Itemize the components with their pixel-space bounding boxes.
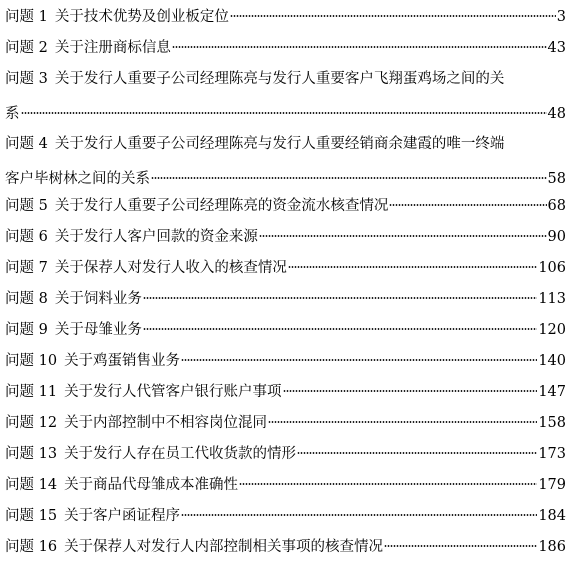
toc-entry-number: 问题 3 <box>5 71 48 87</box>
dot-leader <box>151 176 547 180</box>
toc-entry-page: 90 <box>547 229 566 245</box>
toc-entry-4[interactable] <box>5 134 566 189</box>
toc-entry-page: 186 <box>538 539 566 555</box>
toc-entry-number: 问题 16 <box>5 539 58 555</box>
toc-entry-16[interactable] <box>5 537 566 557</box>
toc-entry-title: 关于发行人重要子公司经理陈亮与发行人重要客户飞翔蛋鸡场之间的关 <box>54 71 505 87</box>
toc-entry-number: 问题 12 <box>5 415 58 431</box>
toc-entry-7[interactable] <box>5 258 566 278</box>
toc-entry-number: 问题 4 <box>5 136 48 152</box>
toc-entry-title: 关于注册商标信息 <box>54 40 171 56</box>
toc-entry-number: 问题 11 <box>5 384 58 400</box>
toc-entry-9[interactable] <box>5 320 566 340</box>
dot-leader <box>288 265 537 269</box>
dot-leader <box>384 544 537 548</box>
dot-leader <box>172 45 547 49</box>
dot-leader <box>297 451 537 455</box>
toc-entry-page: 3 <box>556 9 566 25</box>
toc-entry-page: 140 <box>538 353 566 369</box>
toc-entry-number: 问题 10 <box>5 353 58 369</box>
toc-entry-page: 120 <box>538 322 566 338</box>
toc-entry-8[interactable] <box>5 289 566 309</box>
toc-entry-15[interactable] <box>5 506 566 526</box>
toc-entry-page: 106 <box>538 260 566 276</box>
toc-entry-page: 43 <box>547 40 566 56</box>
toc-entry-page: 68 <box>547 198 566 214</box>
toc-entry-title: 关于饲料业务 <box>54 291 142 307</box>
toc-entry-title: 关于发行人代管客户银行账户事项 <box>64 384 282 400</box>
toc-entry-14[interactable] <box>5 475 566 495</box>
dot-leader <box>239 482 537 486</box>
toc-entry-title: 关于发行人重要子公司经理陈亮的资金流水核查情况 <box>54 198 389 214</box>
toc-entry-5[interactable] <box>5 196 566 216</box>
toc-entry-page: 158 <box>538 415 566 431</box>
toc-entry-title: 关于发行人客户回款的资金来源 <box>54 229 258 245</box>
toc-entry-2[interactable] <box>5 38 566 58</box>
toc-entry-number: 问题 13 <box>5 446 58 462</box>
toc-entry-1[interactable] <box>5 7 566 27</box>
toc-entry-page: 147 <box>538 384 566 400</box>
toc-entry-title: 关于鸡蛋销售业务 <box>64 353 181 369</box>
dot-leader <box>143 327 537 331</box>
toc-entry-number: 问题 7 <box>5 260 48 276</box>
dot-leader <box>389 203 546 207</box>
toc-entry-number: 问题 1 <box>5 9 48 25</box>
toc-entry-title: 关于发行人重要子公司经理陈亮与发行人重要经销商余建霞的唯一终端 <box>54 136 505 152</box>
dot-leader <box>143 296 537 300</box>
toc-entry-number: 问题 8 <box>5 291 48 307</box>
toc-entry-title: 关于内部控制中不相容岗位混同 <box>64 415 268 431</box>
toc-entry-number: 问题 2 <box>5 40 48 56</box>
toc-entry-6[interactable] <box>5 227 566 247</box>
dot-leader <box>21 111 547 115</box>
toc-entry-3[interactable] <box>5 69 566 124</box>
toc-entry-title: 关于商品代母雏成本准确性 <box>64 477 239 493</box>
toc-entry-11[interactable] <box>5 382 566 402</box>
dot-leader <box>230 14 556 18</box>
toc-entry-page: 179 <box>538 477 566 493</box>
dot-leader <box>181 513 537 517</box>
dot-leader <box>268 420 537 424</box>
toc-entry-page: 113 <box>538 291 566 307</box>
toc-entry-number: 问题 5 <box>5 198 48 214</box>
toc-entry-page: 173 <box>538 446 566 462</box>
toc-entry-number: 问题 14 <box>5 477 58 493</box>
toc-entry-title: 关于技术优势及创业板定位 <box>54 9 229 25</box>
toc-entry-10[interactable] <box>5 351 566 371</box>
toc-entry-13[interactable] <box>5 444 566 464</box>
toc-entry-title: 关于发行人存在员工代收货款的情形 <box>64 446 297 462</box>
toc-entry-12[interactable] <box>5 413 566 433</box>
toc-entry-page: 48 <box>547 106 566 122</box>
dot-leader <box>283 389 538 393</box>
toc-entry-title: 关于保荐人对发行人收入的核查情况 <box>54 260 287 276</box>
toc-entry-number: 问题 15 <box>5 508 58 524</box>
toc-entry-title: 关于母雏业务 <box>54 322 142 338</box>
toc-entry-title-continued: 客户毕树林之间的关系 <box>5 171 150 187</box>
toc-entry-title: 关于保荐人对发行人内部控制相关事项的核查情况 <box>64 539 384 555</box>
toc-entry-title-continued: 系 <box>5 106 20 122</box>
toc-entry-title: 关于客户函证程序 <box>64 508 181 524</box>
dot-leader <box>259 234 547 238</box>
toc-entry-page: 184 <box>538 508 566 524</box>
toc-entry-number: 问题 6 <box>5 229 48 245</box>
toc-entry-page: 58 <box>547 171 566 187</box>
dot-leader <box>181 358 537 362</box>
toc-entry-number: 问题 9 <box>5 322 48 338</box>
